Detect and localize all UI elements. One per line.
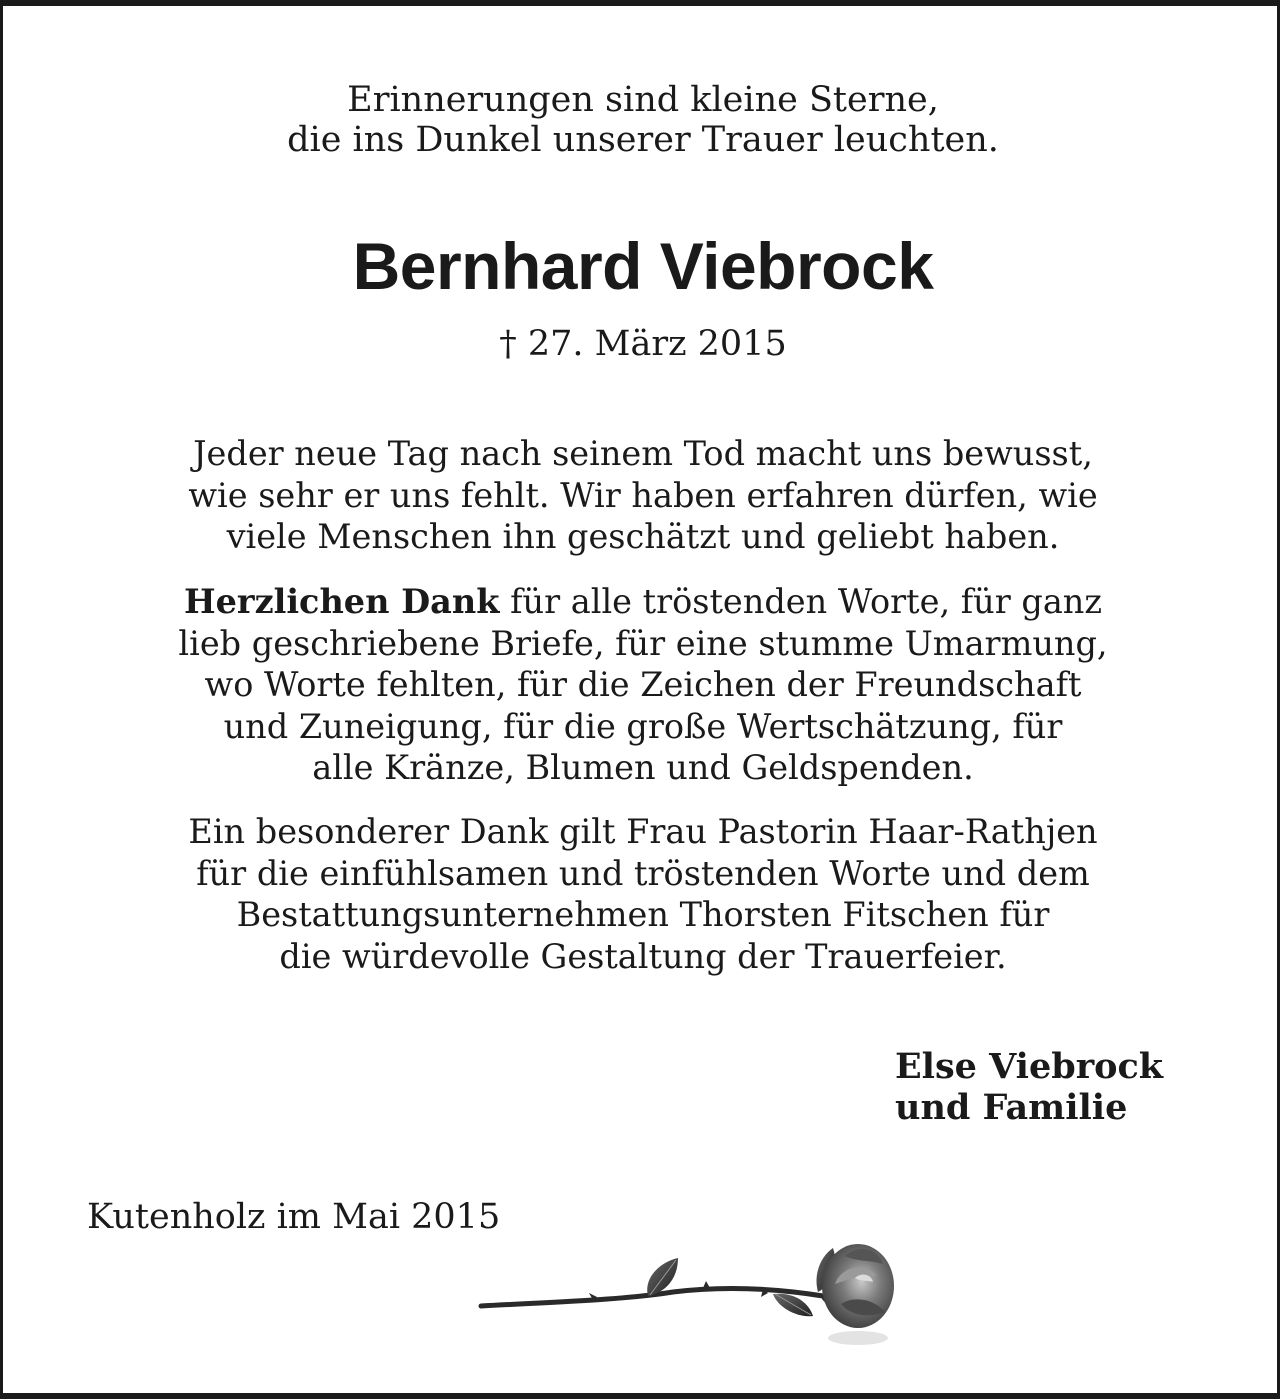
text-line: die würdevolle Gestaltung der Trauerfeier. [279, 936, 1007, 976]
quote-line: die ins Dunkel unserer Trauer leuchten. [287, 120, 999, 160]
text-fragment: für alle tröstenden Worte, für ganz [499, 582, 1103, 621]
place-and-date: Kutenholz im Mai 2015 [87, 1197, 501, 1237]
rose-icon [473, 1226, 903, 1356]
text-line [63, 581, 1223, 623]
text-line: lieb geschriebene Briefe, für eine stumme Umarmung, [178, 623, 1108, 663]
text-line: wie sehr er uns fehlt. Wir haben erfahren dürfen, wie [188, 475, 1098, 515]
text-line: Bestattungsunternehmen Thorsten Fitschen für [236, 895, 1050, 934]
memorial-quote [3, 80, 1280, 160]
text-line: wo Worte fehlten, für die Zeichen der Freundschaft [204, 665, 1082, 704]
text-line: alle Kränze, Blumen und Geldspenden. [312, 748, 974, 787]
signature-line: und Familie [895, 1087, 1128, 1128]
signature [895, 1046, 1163, 1128]
signature-line: Else Viebrock [895, 1046, 1164, 1087]
text-line: und Zuneigung, für die große Wertschätzung, für [223, 706, 1063, 746]
text-line: viele Menschen ihn geschätzt und geliebt haben. [226, 517, 1060, 556]
gratitude-paragraph-1 [63, 433, 1223, 558]
gratitude-paragraph-2 [63, 581, 1223, 789]
deceased-name: Bernhard Viebrock [352, 229, 934, 303]
text-line: für die einfühlsamen und tröstenden Worte und dem [196, 853, 1090, 893]
text-line: Ein besonderer Dank gilt Frau Pastorin Haar-Rathjen [188, 812, 1098, 851]
thanks-lead: Herzlichen Dank [183, 582, 500, 621]
death-date: † 27. März 2015 [499, 324, 787, 364]
quote-line: Erinnerungen sind kleine Sterne, [347, 80, 939, 120]
gratitude-paragraph-3 [63, 811, 1223, 977]
text-line: Jeder neue Tag nach seinem Tod macht uns bewusst, [193, 434, 1093, 473]
